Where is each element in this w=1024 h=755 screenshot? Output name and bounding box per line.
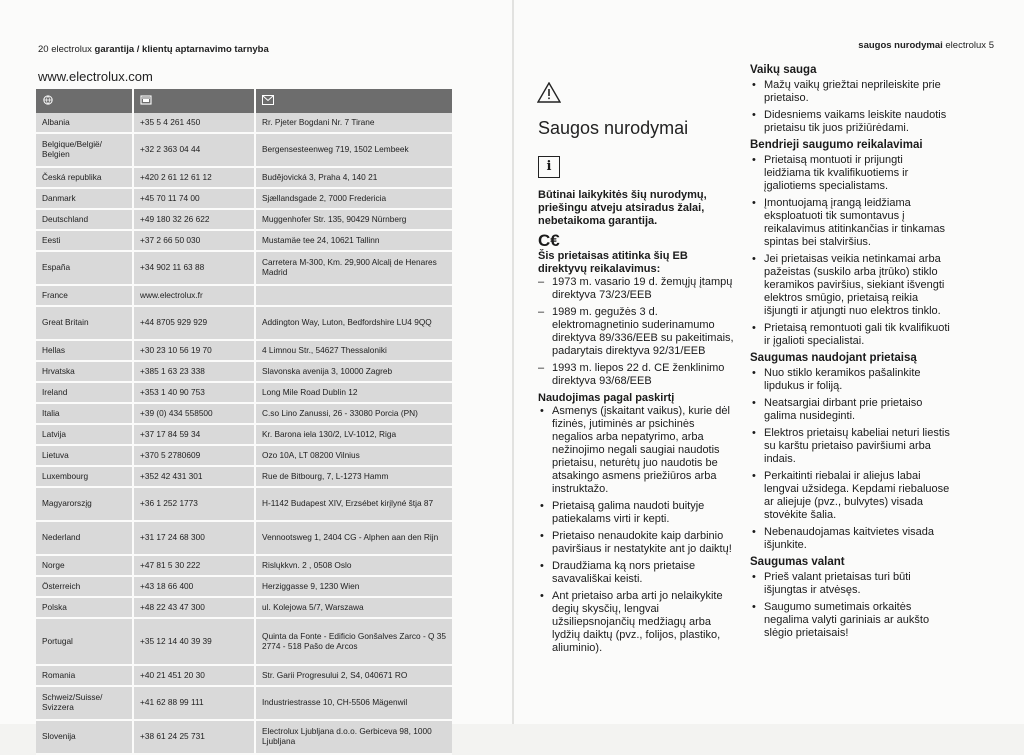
list-item: – 1973 m. vasario 19 d. žemųjų įtampų direktyva 73/23/EEB <box>538 276 738 302</box>
table-row <box>36 188 452 209</box>
right-page-header <box>858 40 994 51</box>
ce-mark: C€ <box>538 231 560 250</box>
eb-directives-heading: Šis prietaisas atitinka šių EB direktyvų reikalavimus: <box>538 250 688 275</box>
list-item: • Prieš valant prietaisas turi būti išjungtas ir atvėsęs. <box>750 571 950 597</box>
website-url[interactable]: www.electrolux.com <box>38 69 153 84</box>
table-row <box>36 618 452 665</box>
table-row <box>36 113 452 133</box>
country-cell: Latvija <box>36 424 133 445</box>
phone-cell: +38 61 24 25 731 <box>133 720 255 754</box>
list-item: • Nuo stiklo keramikos pašalinkite lipdukus ir foliją. <box>750 367 950 393</box>
brand-name: electrolux <box>51 44 92 55</box>
address-cell: Herziggasse 9, 1230 Wien <box>255 576 452 597</box>
table-row <box>36 665 452 686</box>
address-cell: H-1142 Budapest XIV, Erzsébet kirįlyné štja 87 <box>255 487 452 521</box>
address-cell: Rue de Bitbourg, 7, L-1273 Hamm <box>255 466 452 487</box>
address-cell: 4 Limnou Str., 54627 Thessaloniki <box>255 340 452 361</box>
list-item: • Elektros prietaisų kabeliai neturi liestis su karštu prietaiso paviršiumi arba indais. <box>750 427 950 466</box>
list-item: • Mažų vaikų griežtai neprileiskite prie prietaiso. <box>750 79 950 105</box>
table-row <box>36 285 452 306</box>
country-cell: Romania <box>36 665 133 686</box>
list-item: • Nebenaudojamas kaitvietes visada išjunkite. <box>750 526 950 552</box>
phone-cell: +44 8705 929 929 <box>133 306 255 340</box>
country-cell: Schweiz/Suisse/ Svizzera <box>36 686 133 720</box>
list-item: • Asmenys (įskaitant vaikus), kurie dėl fizinės, jutiminės ar psichinės negalios arba nepatyrimo, arba nežinojimo negali saugiai naudotis prietaisu, neturėtų juo naudotis be atsakingo asmens priežiūros arba instruktažo. <box>538 405 738 496</box>
table-row <box>36 686 452 720</box>
list-item: • Perkaitinti riebalai ir aliejus labai lengvai užsidega. Kepdami riebaluose ar aliejuje (pvz., bulvytes) visada stovėkite šalia. <box>750 470 950 522</box>
country-cell: Česká republika <box>36 167 133 188</box>
address-cell: Muggenhofer Str. 135, 90429 Nürnberg <box>255 209 452 230</box>
left-page-header <box>38 44 269 55</box>
table-row <box>36 361 452 382</box>
country-cell: Deutschland <box>36 209 133 230</box>
list-item: • Jei prietaisas veikia netinkamai arba pažeistas (suskilo arba įtrūko) stiklo keramikos paviršius, siekiant išvengti elektros smūgio, prietaisą reikia išjungti ir atjungti nuo elektros tinklo. <box>750 253 950 318</box>
table-row <box>36 487 452 521</box>
country-cell: France <box>36 285 133 306</box>
country-cell: Italia <box>36 403 133 424</box>
phone-cell: +43 18 66 400 <box>133 576 255 597</box>
list-item: • Prietaiso nenaudokite kaip darbinio paviršiaus ir nestatykite ant jo daiktų! <box>538 530 738 556</box>
address-cell: Kr. Barona iela 130/2, LV-1012, Riga <box>255 424 452 445</box>
address-cell: Budějovická 3, Praha 4, 140 21 <box>255 167 452 188</box>
phone-cell: +32 2 363 04 44 <box>133 133 255 167</box>
table-row <box>36 555 452 576</box>
country-cell: Österreich <box>36 576 133 597</box>
list-item: • Prietaisą remontuoti gali tik kvalifikuoti ir įgalioti specialistai. <box>750 322 950 348</box>
table-row <box>36 597 452 618</box>
use-safety-list <box>750 367 950 552</box>
country-cell: Hellas <box>36 340 133 361</box>
brand-name: electrolux <box>945 40 987 51</box>
warranty-notice: Būtinai laikykitės šių nurodymų, priešingu atveju atsiradus žalai, nebetaikoma garantija. <box>538 189 707 227</box>
address-cell: Quinta da Fonte - Edificio Gonšalves Zarco - Q 35 2774 - 518 Pašo de Arcos <box>255 618 452 665</box>
country-cell: Luxembourg <box>36 466 133 487</box>
section-title: Saugos nurodymai <box>538 118 689 138</box>
address-cell: Addington Way, Luton, Bedfordshire LU4 9QQ <box>255 306 452 340</box>
table-row <box>36 521 452 555</box>
phone-cell: +41 62 88 99 111 <box>133 686 255 720</box>
address-cell: Carretera M-300, Km. 29,900 Alcalį de Henares Madrid <box>255 251 452 285</box>
phone-cell: +34 902 11 63 88 <box>133 251 255 285</box>
table-row <box>36 720 452 754</box>
country-cell: Magyarorszįg <box>36 487 133 521</box>
address-cell: Sjællandsgade 2, 7000 Fredericia <box>255 188 452 209</box>
page-number: 5 <box>988 40 994 51</box>
phone-cell: +40 21 451 20 30 <box>133 665 255 686</box>
table-row <box>36 167 452 188</box>
country-cell: Ireland <box>36 382 133 403</box>
phone-cell: +370 5 2780609 <box>133 445 255 466</box>
table-row <box>36 209 452 230</box>
phone-cell: +36 1 252 1773 <box>133 487 255 521</box>
table-row <box>36 424 452 445</box>
phone-cell: +30 23 10 56 19 70 <box>133 340 255 361</box>
list-item: – 1989 m. gegužės 3 d. elektromagnetinio suderinamumo direktyva 89/336/EEB su pakeitimais, padarytais direktyva 92/31/EEB <box>538 306 738 358</box>
country-cell: Hrvatska <box>36 361 133 382</box>
phone-cell: +45 70 11 74 00 <box>133 188 255 209</box>
country-cell: Portugal <box>36 618 133 665</box>
header-title: garantija / klientų aptarnavimo tarnyba <box>94 44 269 55</box>
phone-cell: +31 17 24 68 300 <box>133 521 255 555</box>
table-row <box>36 251 452 285</box>
table-row <box>36 306 452 340</box>
phone-cell: +35 12 14 40 39 39 <box>133 618 255 665</box>
country-cell: Norge <box>36 555 133 576</box>
list-item: • Saugumo sumetimais orkaitės negalima valyti gariniais ar aukšto slėgio prietaisais! <box>750 601 950 640</box>
table-row <box>36 403 452 424</box>
table-row <box>36 340 452 361</box>
phone-cell: +48 22 43 47 300 <box>133 597 255 618</box>
phone-cell: +420 2 61 12 61 12 <box>133 167 255 188</box>
phone-icon <box>133 89 255 113</box>
phone-cell: +49 180 32 26 622 <box>133 209 255 230</box>
service-contacts-table <box>36 89 452 755</box>
mail-icon <box>255 89 452 113</box>
address-cell: C.so Lino Zanussi, 26 - 33080 Porcia (PN) <box>255 403 452 424</box>
address-cell: ul. Kolejowa 5/7, Warszawa <box>255 597 452 618</box>
table-row <box>36 133 452 167</box>
address-cell <box>255 285 452 306</box>
table-header-row <box>36 89 452 113</box>
address-cell: Mustamäe tee 24, 10621 Tallinn <box>255 230 452 251</box>
country-cell: Albania <box>36 113 133 133</box>
usage-heading: Naudojimas pagal paskirtį <box>538 392 675 404</box>
table-row <box>36 466 452 487</box>
use-safety-heading: Saugumas naudojant prietaisą <box>750 352 917 364</box>
address-cell: Vennootsweg 1, 2404 CG - Alphen aan den Rijn <box>255 521 452 555</box>
directives-list <box>538 276 738 388</box>
table-row <box>36 445 452 466</box>
list-item: • Prietaisą galima naudoti buityje patiekalams virti ir kepti. <box>538 500 738 526</box>
safety-column-1 <box>538 189 738 659</box>
cleaning-safety-heading: Saugumas valant <box>750 556 845 568</box>
list-item: • Ant prietaiso arba arti jo nelaikykite degių skysčių, lengvai užsiliepsnojančių medžiagų arba lydžių daiktų (pvz., folijos, plastiko, aliuminio). <box>538 590 738 655</box>
address-cell: Electrolux Ljubljana d.o.o. Gerbiceva 98, 1000 Ljubljana <box>255 720 452 754</box>
country-cell: Lietuva <box>36 445 133 466</box>
general-safety-list <box>750 154 950 348</box>
country-cell: Eesti <box>36 230 133 251</box>
list-item: • Neatsargiai dirbant prie prietaiso galima nusideginti. <box>750 397 950 423</box>
phone-cell: +353 1 40 90 753 <box>133 382 255 403</box>
child-safety-list <box>750 79 950 135</box>
warning-triangle-icon <box>537 82 561 103</box>
table-row <box>36 576 452 597</box>
safety-column-2 <box>750 64 950 644</box>
country-cell: Danmark <box>36 188 133 209</box>
address-cell: Str. Garii Progresului 2, S4, 040671 RO <box>255 665 452 686</box>
address-cell: Rr. Pjeter Bogdani Nr. 7 Tirane <box>255 113 452 133</box>
phone-cell: www.electrolux.fr <box>133 285 255 306</box>
child-safety-heading: Vaikų sauga <box>750 64 817 76</box>
cleaning-safety-list <box>750 571 950 640</box>
phone-cell: +385 1 63 23 338 <box>133 361 255 382</box>
phone-cell: +35 5 4 261 450 <box>133 113 255 133</box>
phone-cell: +37 17 84 59 34 <box>133 424 255 445</box>
address-cell: Bergensesteenweg 719, 1502 Lembeek <box>255 133 452 167</box>
page-fold <box>512 0 514 724</box>
table-row <box>36 382 452 403</box>
address-cell: Rislųkkvn. 2 , 0508 Oslo <box>255 555 452 576</box>
country-cell: Belgique/België/ Belgien <box>36 133 133 167</box>
general-safety-heading: Bendrieji saugumo reikalavimai <box>750 139 923 151</box>
country-cell: Slovenija <box>36 720 133 754</box>
list-item: • Prietaisą montuoti ir prijungti leidžiama tik kvalifikuotiems ir įgaliotiems specialistams. <box>750 154 950 193</box>
info-icon: i <box>538 156 560 178</box>
page-number: 20 <box>38 44 49 55</box>
phone-cell: +352 42 431 301 <box>133 466 255 487</box>
globe-icon <box>36 89 133 113</box>
header-title: saugos nurodymai <box>858 40 943 51</box>
phone-cell: +47 81 5 30 222 <box>133 555 255 576</box>
country-cell: Great Britain <box>36 306 133 340</box>
country-cell: Polska <box>36 597 133 618</box>
country-cell: España <box>36 251 133 285</box>
country-cell: Nederland <box>36 521 133 555</box>
list-item: • Įmontuojamą įrangą leidžiama eksploatuoti tik sumontavus į reikalavimus atitinkančias ir tinkamas spintas bei stalviršius. <box>750 197 950 249</box>
address-cell: Industriestrasse 10, CH-5506 Mägenwil <box>255 686 452 720</box>
table-row <box>36 230 452 251</box>
phone-cell: +37 2 66 50 030 <box>133 230 255 251</box>
phone-cell: +39 (0) 434 558500 <box>133 403 255 424</box>
list-item: • Didesniems vaikams leiskite naudotis prietaisu tik juos prižiūrėdami. <box>750 109 950 135</box>
usage-list <box>538 405 738 655</box>
list-item: – 1993 m. liepos 22 d. CE ženklinimo direktyva 93/68/EEB <box>538 362 738 388</box>
list-item: • Draudžiama ką nors prietaise savavališkai keisti. <box>538 560 738 586</box>
address-cell: Ozo 10A, LT 08200 Vilnius <box>255 445 452 466</box>
address-cell: Long Mile Road Dublin 12 <box>255 382 452 403</box>
address-cell: Slavonska avenija 3, 10000 Zagreb <box>255 361 452 382</box>
